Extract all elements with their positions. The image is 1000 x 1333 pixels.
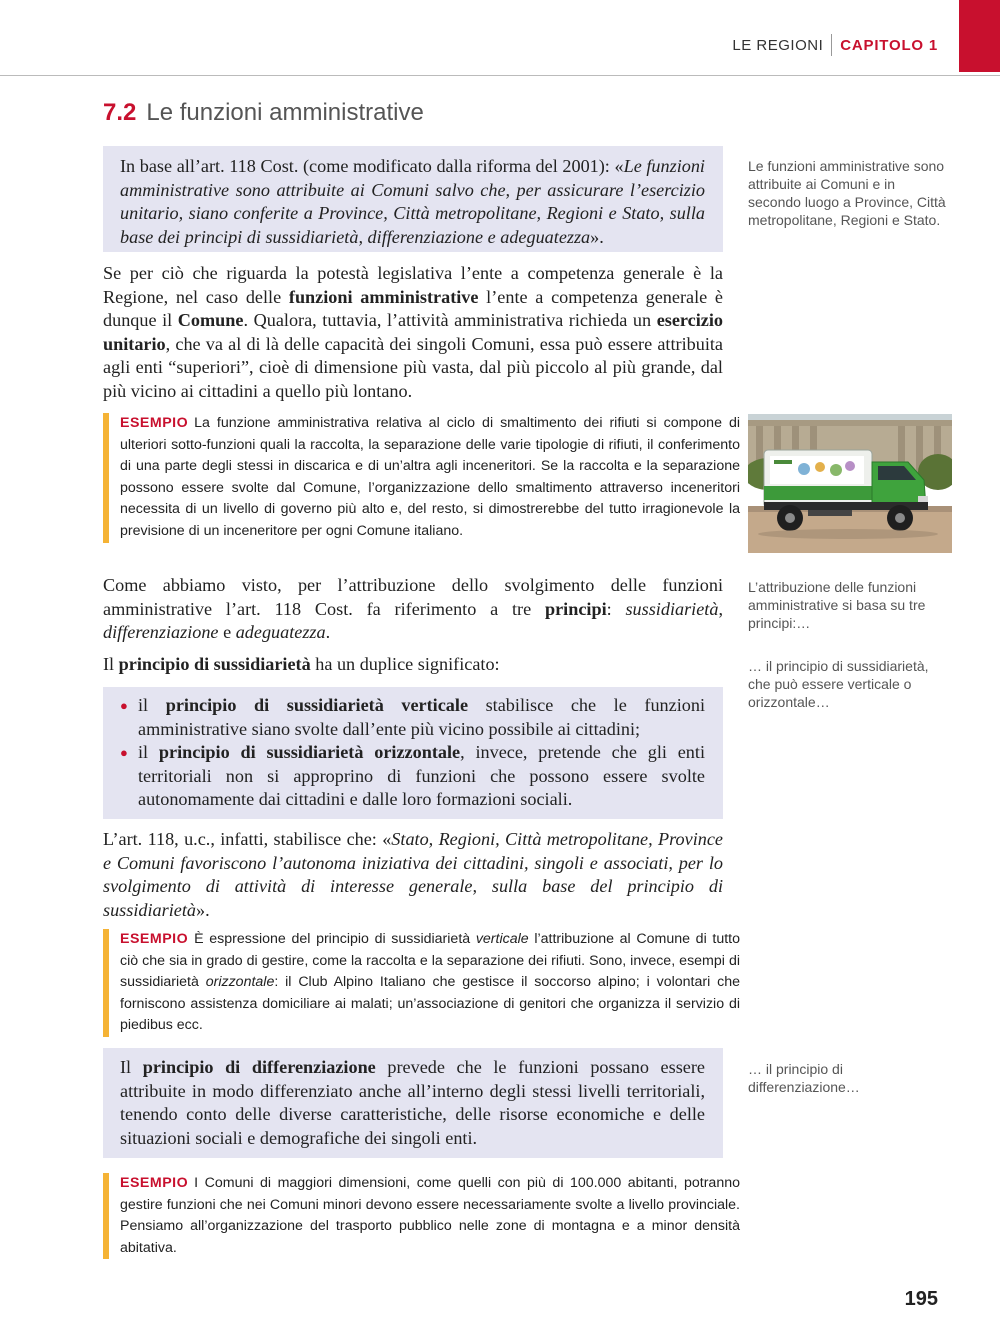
margin-note-2: L’attribuzione delle funzioni amministrative si basa su tre principi:… bbox=[748, 579, 926, 631]
bold-term: esercizio unitario bbox=[103, 310, 723, 354]
text-run: Come abbiamo visto, per l’attribuzione dello svolgimento delle funzioni amministrative l’art. 118 Cost. fa riferimento a tre bbox=[103, 575, 723, 619]
quote-close: ». bbox=[590, 226, 604, 247]
margin-note-1: Le funzioni amministrative sono attribuite ai Comuni e in secondo luogo a Province, Città metropolitane, Regioni e Stato. bbox=[748, 158, 946, 228]
bold-term: principio di sussidiarietà bbox=[118, 654, 311, 674]
section-heading: Le funzioni amministrative bbox=[146, 99, 424, 126]
example-label: ESEMPIO bbox=[120, 1175, 189, 1191]
street-sweeper-illustration bbox=[748, 414, 952, 553]
bold-term: principi bbox=[544, 598, 607, 619]
text-run: : il Club Alpino Italiano che gestisce il soccorso alpino; i volontari che forniscono assistenza domiciliare ai malati; un’associazione di genitori che organizza il servizio di piedibus ecc. bbox=[120, 974, 740, 1034]
bold-term: principio di sussidiarietà verticale bbox=[165, 695, 469, 715]
box-differenziazione bbox=[103, 1048, 723, 1158]
example-label: ESEMPIO bbox=[120, 931, 189, 947]
italic-term: differenziazione bbox=[103, 622, 219, 643]
text-run: L’art. 118, u.c., infatti, stabilisce che: « bbox=[103, 829, 392, 849]
text-run: Il bbox=[120, 1057, 143, 1077]
example-text: La funzione amministrativa relativa al ciclo di smaltimento dei rifiuti si compone di ulteriori sotto-funzioni quali la raccolta, la separazione delle varie tipologie di rifiuti, il conferimento di una parte degli stessi in discarica e di un’altra agli inceneritori. Se la raccolta e la separazione possono essere svolte dal Comune, l’organizzazione dello smaltimento attraverso inceneritori necessita di un livello di governo più alto e, del resto, si dimostrerebbe del tutto irragionevole la previsione di un inceneritore per ogni Comune italiano. bbox=[120, 415, 740, 539]
bold-term: principio di sussidiarietà orizzontale bbox=[158, 742, 461, 763]
text-run: , invece, pretende che gli enti territoriali non si approprino di funzioni che possono essere svolte autonomamente dai cittadini e dalle loro formazioni sociali. bbox=[138, 742, 705, 810]
text-run: ». bbox=[195, 899, 210, 920]
text-run: l’attribuzione al Comune di tutto ciò che sia in grado di gestire, come la raccolta e la separazione dei rifiuti. Sono, invece, esempi di sussidiarietà bbox=[120, 931, 741, 991]
italic-term: orizzontale bbox=[205, 974, 275, 991]
chapter-tab-marker bbox=[959, 0, 1000, 72]
header-rule bbox=[0, 75, 1000, 76]
text-run: Il bbox=[103, 654, 119, 674]
text-run: Se per ciò che riguarda la potestà legislativa l’ente a competenza generale è la Regione, nel caso delle bbox=[103, 263, 723, 307]
margin-note-3: … il principio di sussidiarietà, che può essere verticale o orizzontale… bbox=[748, 658, 929, 710]
header-section: LE REGIONI bbox=[732, 36, 824, 54]
header-chapter: CAPITOLO 1 bbox=[840, 36, 938, 54]
text-run: È espressione del principio di sussidiarietà bbox=[194, 931, 476, 947]
text-run: il bbox=[138, 695, 166, 715]
paragraph-principi bbox=[103, 574, 723, 645]
text-run: e bbox=[218, 622, 236, 643]
paragraph-competenza bbox=[103, 262, 723, 404]
text-run: . bbox=[325, 622, 331, 643]
italic-term: sussidiarietà bbox=[625, 598, 719, 619]
italic-quote: Stato, Regioni, Città metropolitane, Province e Comuni favoriscono l’autonoma iniziativa dei cittadini, singoli e associati, per lo svolgimento di attività di interesse generale, sulla base del principio di sussidiarietà bbox=[103, 829, 723, 920]
italic-term: adeguatezza bbox=[235, 622, 326, 643]
section-title bbox=[103, 99, 424, 127]
quote-box-art118 bbox=[103, 146, 723, 252]
example-label: ESEMPIO bbox=[120, 415, 189, 431]
paragraph-art118-uc bbox=[103, 828, 723, 922]
list-item bbox=[120, 694, 705, 741]
paragraph-sussidiarieta bbox=[103, 653, 723, 677]
bold-term: principio di differenziazione bbox=[142, 1057, 376, 1077]
italic-term: verticale bbox=[475, 931, 529, 947]
text-run: stabilisce che le funzioni amministrative siano svolte dall’ente più vicino possibile ai cittadini; bbox=[138, 695, 705, 739]
quote-text: Le funzioni amministrative sono attribuite ai Comuni salvo che, per assicurare l’esercizio unitario, siano conferite a Province, Città metropolitane, Regioni e Stato, sulla base dei principi di sussidiarietà, differenziazione e adeguatezza bbox=[120, 156, 705, 247]
text-run: il bbox=[138, 742, 159, 763]
text-run: , bbox=[718, 598, 723, 619]
text-run: prevede che le funzioni possano essere attribuite in modo differenziato anche all’interno degli stessi livelli territoriali, tenendo conto delle diverse caratteristiche, delle risorse economiche e delle situazioni sociali e demografiche dei singoli enti. bbox=[120, 1057, 705, 1148]
bullet-box-sussidiarieta bbox=[103, 687, 723, 819]
text-run: ha un duplice significato: bbox=[310, 654, 500, 674]
page-number: 195 bbox=[904, 1288, 938, 1310]
example-text: I Comuni di maggiori dimensioni, come quelli con più di 100.000 abitanti, potranno gestire funzioni che nei Comuni minori devono essere necessariamente svolte a livello provinciale. Pensiamo all’organizzazione del trasporto pubblico nelle zone di montagna e a minor densità abitativa. bbox=[120, 1175, 740, 1256]
street-sweeper-photo bbox=[748, 414, 952, 553]
example-box-differenziazione bbox=[103, 1173, 740, 1259]
bold-term: Comune bbox=[177, 310, 244, 331]
text-run: l’ente a competenza generale è dunque il bbox=[103, 286, 723, 331]
list-item bbox=[120, 741, 705, 812]
text-run: . Qualora, tuttavia, l’attività amministrativa richieda un bbox=[243, 310, 657, 331]
bold-term: funzioni amministrative bbox=[288, 286, 479, 307]
example-box-rifiuti bbox=[103, 413, 740, 543]
text-run: : bbox=[606, 598, 626, 619]
margin-note-4: … il principio di differenziazione… bbox=[748, 1061, 860, 1095]
section-number: 7.2 bbox=[103, 99, 137, 126]
text-run: , che va al di là delle capacità dei singoli Comuni, essa può essere attribuita agli enti “superiori”, cioè di dimensione più vasta, dal più piccolo al più grande, dal più vicino ai cittadini a quello più lontano. bbox=[103, 333, 723, 401]
bullet-list bbox=[120, 694, 705, 812]
example-box-sussidiarieta bbox=[103, 929, 740, 1037]
quote-intro: In base all’art. 118 Cost. (come modificato dalla riforma del 2001): « bbox=[120, 156, 624, 176]
header-divider bbox=[831, 34, 832, 56]
running-header bbox=[732, 34, 938, 56]
